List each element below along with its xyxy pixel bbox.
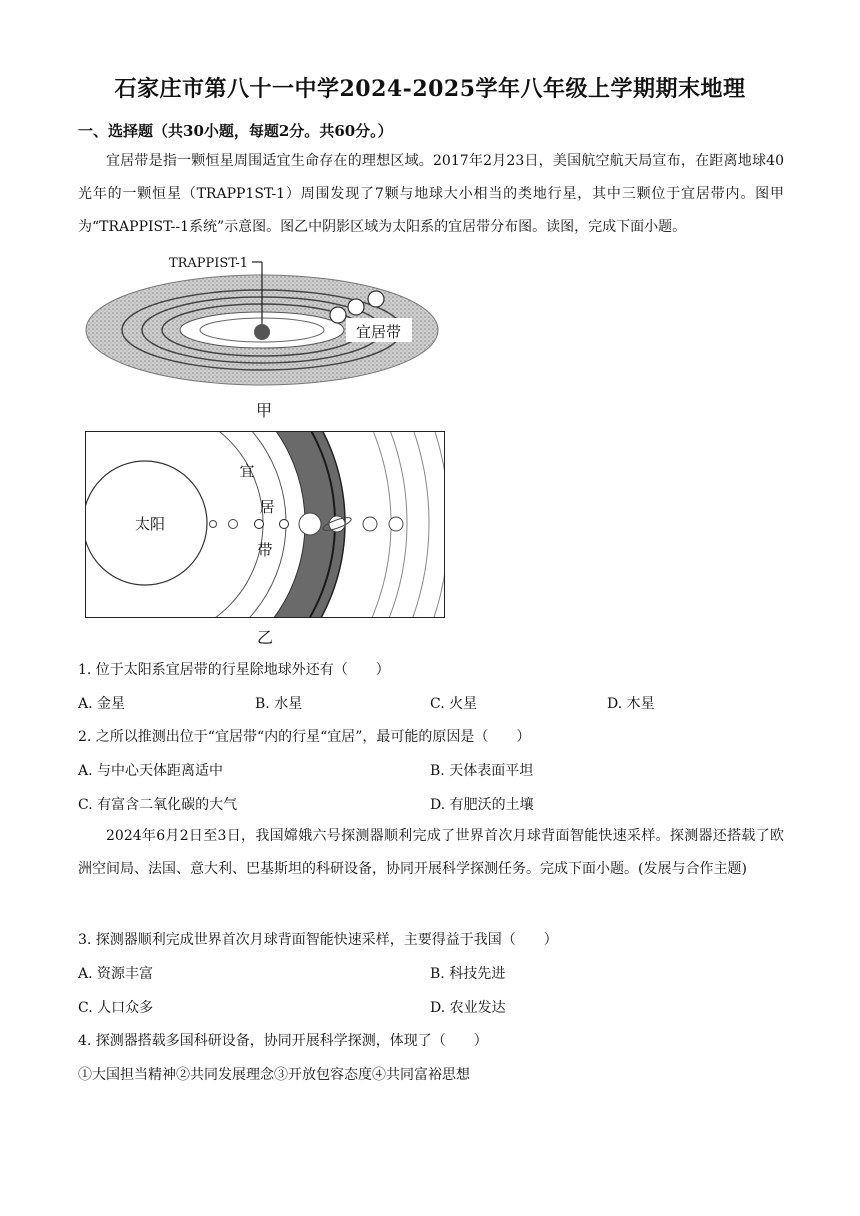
figure-b-caption: 乙	[257, 628, 274, 647]
section-heading: 一、选择题（共30小题，每题2分。共60分。）	[78, 122, 393, 140]
question-1-option-a[interactable]: A. 金星	[78, 696, 126, 712]
figure-a-caption: 甲	[256, 401, 273, 420]
zone-char-2: 居	[259, 498, 275, 516]
planet-mars	[280, 520, 289, 529]
question-1-option-d[interactable]: D. 木星	[607, 696, 655, 712]
intro-paragraph-1: 宜居带是指一颗恒星周围适宜生命存在的理想区域。2017年2月23日，美国航空航天局宣布，在距离地球40光年的一颗恒星（TRAPP1ST-1）周围发现了7颗与地球大小相当的类地行星，其中三颗位于宜居带内。图甲为“TRAPPIST--1系统”示意图。图乙中阴影区域为太阳系的宜居带分布图。读图，完成下面小题。	[78, 153, 784, 235]
question-3-option-d[interactable]: D. 农业发达	[430, 1000, 506, 1016]
question-2-option-d[interactable]: D. 有肥沃的土壤	[430, 797, 534, 813]
star-label: TRAPPIST-1	[168, 256, 248, 271]
planet	[348, 299, 364, 315]
planet-jupiter	[299, 513, 321, 535]
star-trappist	[254, 324, 270, 340]
question-1-option-c[interactable]: C. 火星	[430, 696, 478, 712]
planet-mercury	[210, 521, 217, 528]
intro-paragraph-2: 2024年6月2日至3日，我国嫦娥六号探测器顺利完成了世界首次月球背面智能快速采样。探测器还搭载了欧洲空间局、法国、意大利、巴基斯坦的科研设备，协同开展科学探测任务。完成下面小题。(发展与合作主题)	[78, 828, 784, 877]
question-3-option-b[interactable]: B. 科技先进	[430, 966, 506, 982]
question-2-option-b[interactable]: B. 天体表面平坦	[430, 763, 534, 779]
figure-trappist-system	[84, 248, 444, 388]
question-3-stem: 3. 探测器顺利完成世界首次月球背面智能快速采样，主要得益于我国（ ）	[78, 932, 558, 948]
planet-venus	[229, 520, 238, 529]
planet-neptune	[389, 517, 403, 531]
planet	[368, 291, 384, 307]
habitable-zone-label: 宜居带	[356, 323, 402, 341]
question-2-stem: 2. 之所以推测出位于“宜居带“内的行星“宜居”，最可能的原因是（ ）	[78, 729, 531, 745]
figure-solar-habitable-zone	[85, 431, 445, 618]
question-1-stem: 1. 位于太阳系宜居带的行星除地球外还有（ ）	[78, 662, 390, 678]
sun-label: 太阳	[134, 515, 166, 533]
question-4-items: ①大国担当精神②共同发展理念③开放包容态度④共同富裕思想	[78, 1067, 470, 1083]
question-1-option-b[interactable]: B. 水星	[255, 696, 303, 712]
question-3-option-c[interactable]: C. 人口众多	[78, 1000, 154, 1016]
question-2-option-c[interactable]: C. 有富含二氧化碳的大气	[78, 797, 238, 813]
planet	[330, 307, 346, 323]
question-2-option-a[interactable]: A. 与中心天体距离适中	[78, 763, 224, 779]
planet-earth	[255, 520, 264, 529]
planet-uranus	[363, 517, 377, 531]
page-title: 石家庄市第八十一中学2024-2025学年八年级上学期期末地理	[114, 76, 746, 102]
question-4-stem: 4. 探测器搭载多国科研设备，协同开展科学探测，体现了（ ）	[78, 1033, 488, 1049]
question-3-option-a[interactable]: A. 资源丰富	[78, 966, 154, 982]
zone-char-3: 带	[257, 541, 273, 559]
zone-char-1: 宜	[239, 462, 255, 480]
